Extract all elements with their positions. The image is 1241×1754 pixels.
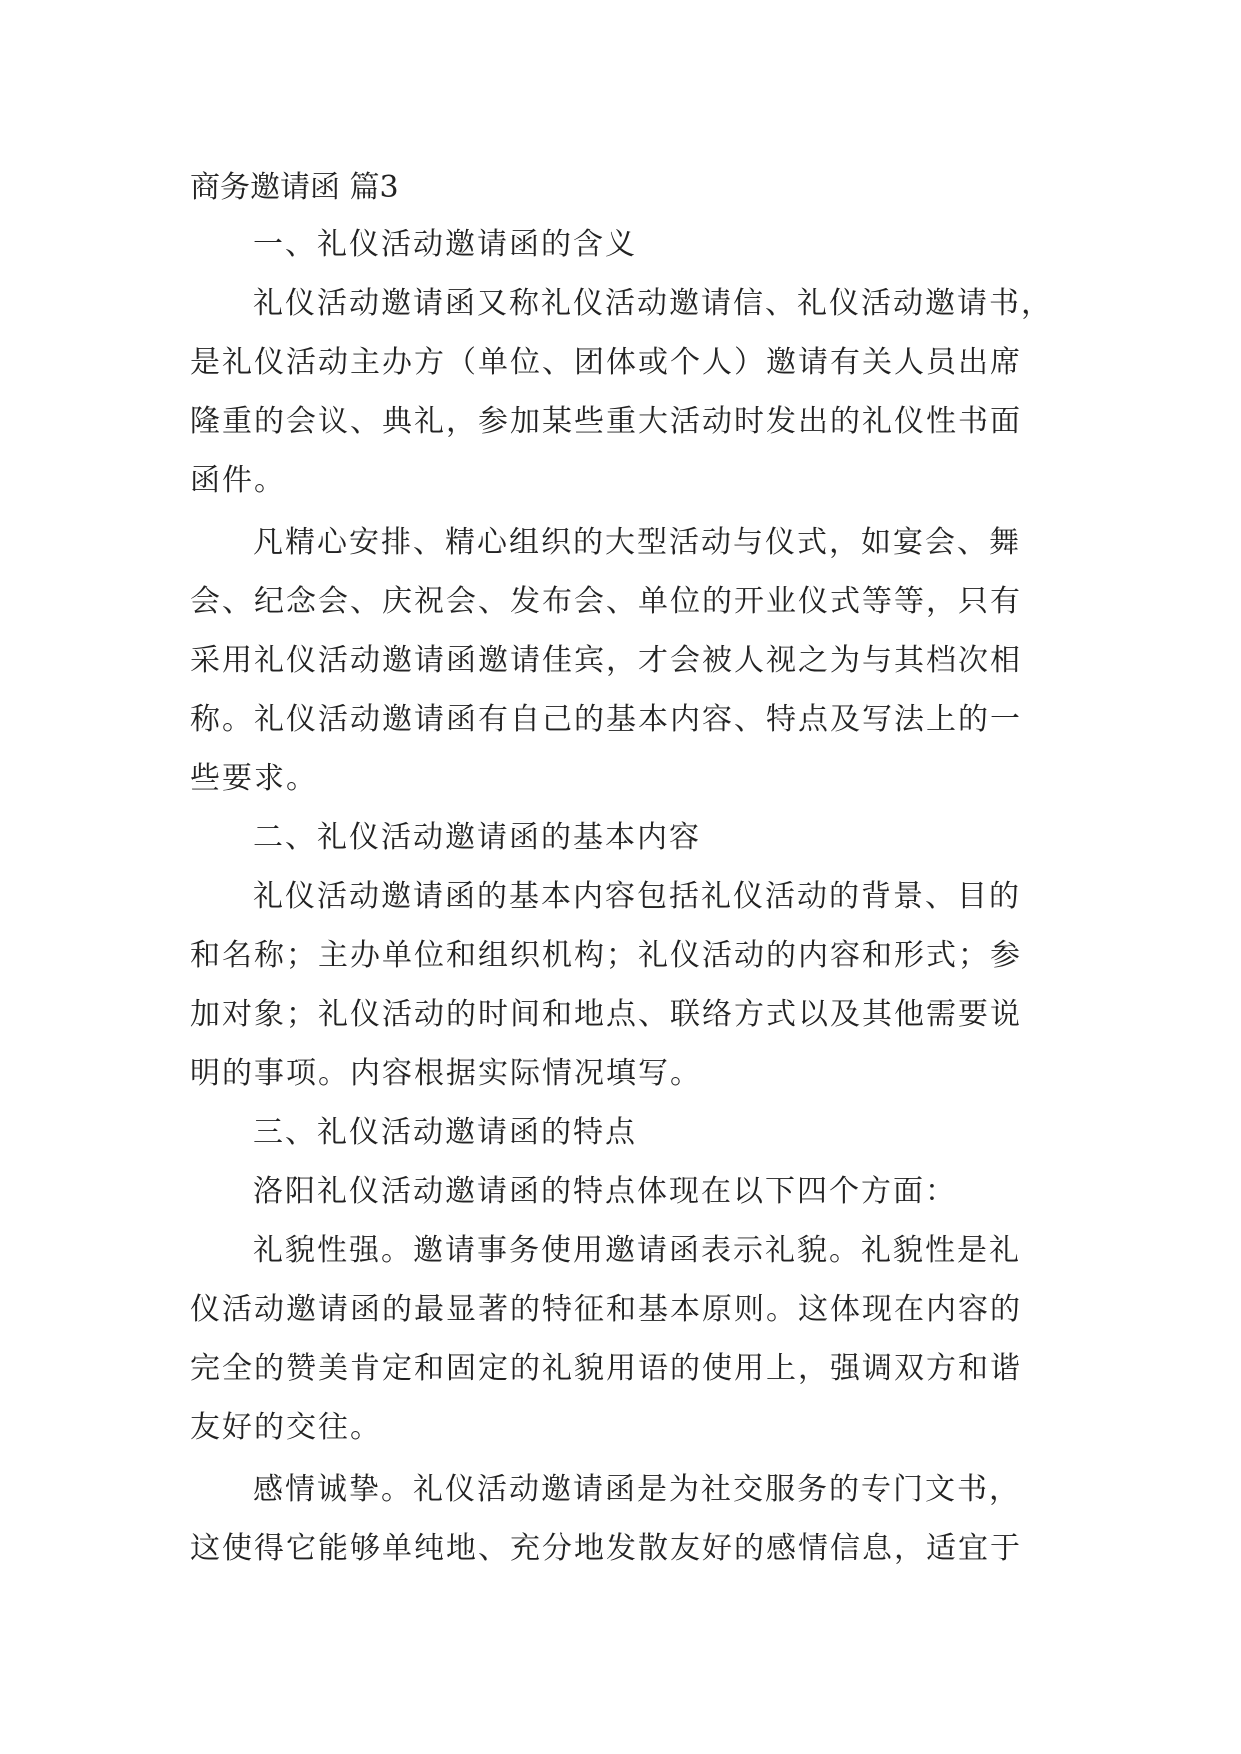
paragraph-line: 礼貌性强。邀请事务使用邀请函表示礼貌。礼貌性是礼	[253, 1233, 1021, 1268]
section-heading-features	[190, 1103, 1050, 1162]
paragraph-line: 隆重的会议、典礼，参加某些重大活动时发出的礼仪性书面	[190, 404, 1022, 439]
paragraph-line: 仪活动邀请函的最显著的特征和基本原则。这体现在内容的	[190, 1292, 1022, 1327]
paragraph-line: 采用礼仪活动邀请函邀请佳宾，才会被人视之为与其档次相	[190, 643, 1022, 678]
paragraph-line: 凡精心安排、精心组织的大型活动与仪式，如宴会、舞	[253, 525, 1021, 560]
paragraph-definition	[190, 274, 1053, 510]
paragraph-sincerity	[190, 1460, 1050, 1578]
section-heading-content	[190, 808, 1050, 867]
paragraph-content	[190, 867, 1050, 1103]
document-title: 商务邀请函 篇3	[190, 170, 399, 205]
document-page	[190, 160, 1053, 1578]
paragraph-line: 洛阳礼仪活动邀请函的特点体现在以下四个方面：	[253, 1174, 957, 1209]
paragraph-line: 会、纪念会、庆祝会、发布会、单位的开业仪式等等，只有	[190, 584, 1022, 619]
paragraph-features-intro	[190, 1162, 1050, 1221]
paragraph-line: 感情诚挚。礼仪活动邀请函是为社交服务的专门文书，	[253, 1472, 1021, 1507]
paragraph-line: 这使得它能够单纯地、充分地发散友好的感情信息，适宜于	[190, 1531, 1022, 1566]
paragraph-line: 礼仪活动邀请函的基本内容包括礼仪活动的背景、目的	[253, 879, 1021, 914]
paragraph-line: 加对象；礼仪活动的时间和地点、联络方式以及其他需要说	[190, 997, 1022, 1032]
paragraph-line: 礼仪活动邀请函又称礼仪活动邀请信、礼仪活动邀请书，	[253, 286, 1053, 321]
paragraph-line: 函件。	[190, 463, 286, 498]
paragraph-line: 称。礼仪活动邀请函有自己的基本内容、特点及写法上的一	[190, 702, 1022, 737]
heading-line: 一、礼仪活动邀请函的含义	[253, 227, 637, 262]
paragraph-line: 些要求。	[190, 761, 318, 796]
paragraph-line: 和名称；主办单位和组织机构；礼仪活动的内容和形式；参	[190, 938, 1022, 973]
paragraph-line: 友好的交往。	[190, 1410, 382, 1445]
heading-line: 三、礼仪活动邀请函的特点	[253, 1115, 637, 1150]
paragraph-politeness	[190, 1221, 1050, 1457]
paragraph-line: 是礼仪活动主办方（单位、团体或个人）邀请有关人员出席	[190, 345, 1022, 380]
section-heading-meaning	[190, 215, 1050, 274]
paragraph-usage	[190, 513, 1050, 808]
heading-line: 二、礼仪活动邀请函的基本内容	[253, 820, 701, 855]
paragraph-line: 完全的赞美肯定和固定的礼貌用语的使用上，强调双方和谐	[190, 1351, 1022, 1386]
paragraph-line: 明的事项。内容根据实际情况填写。	[190, 1056, 702, 1091]
